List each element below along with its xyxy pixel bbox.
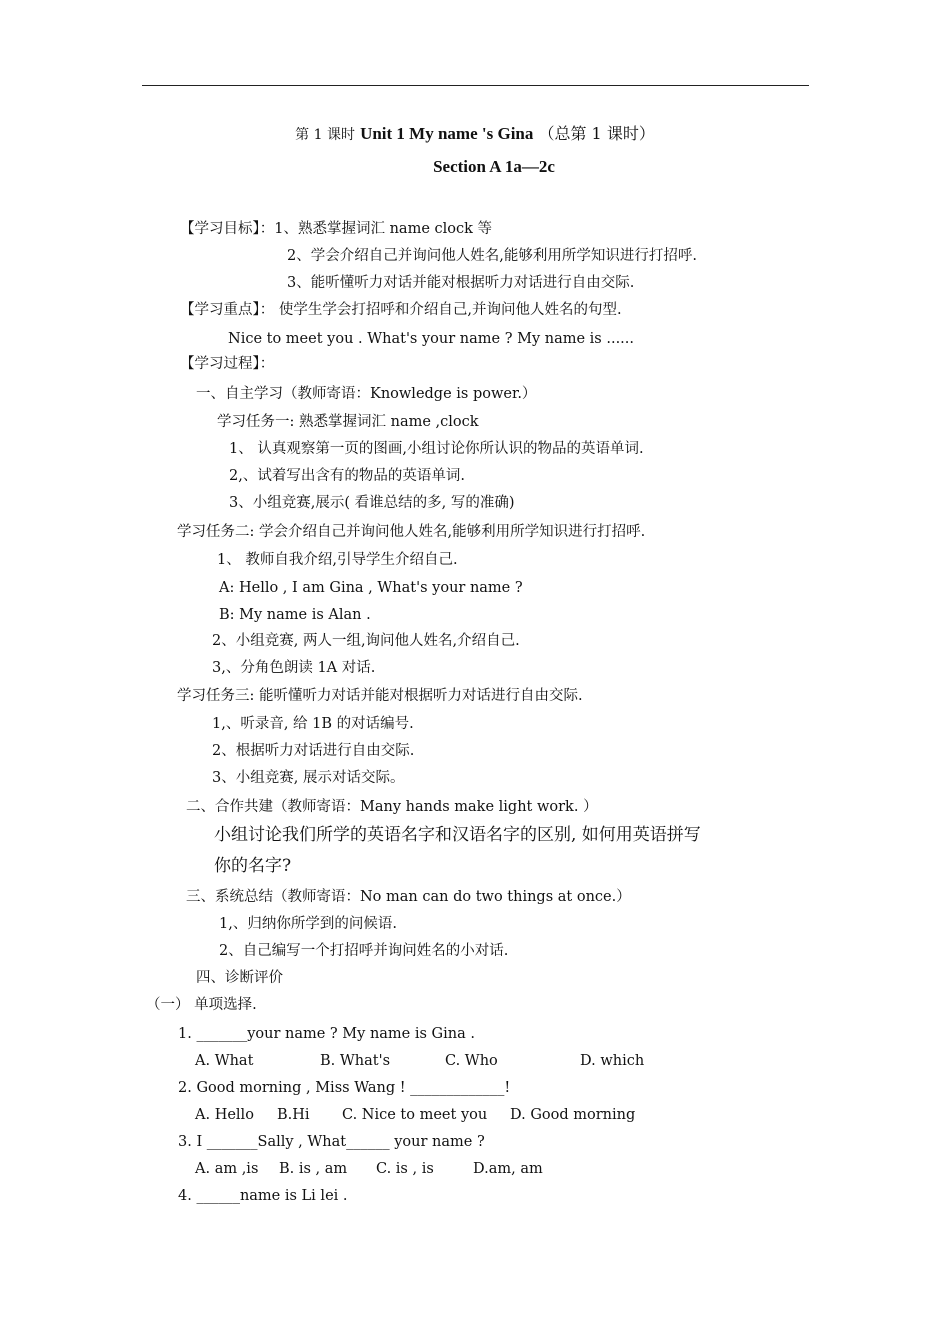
question-1-option-a: A. What	[195, 1053, 254, 1069]
part3-item-2: 2、自己编写一个打招呼并询问姓名的小对话.	[219, 943, 509, 959]
dialogue-b: B: My name is Alan .	[219, 607, 371, 623]
part2-text-2: 你的名字?	[214, 856, 292, 876]
question-1-option-b: B. What's	[320, 1053, 391, 1069]
part1-heading: 一、自主学习（教师寄语：Knowledge is power.）	[196, 386, 537, 402]
task2-item-2: 2、小组竞赛, 两人一组,询问他人姓名,介绍自己.	[212, 633, 520, 649]
task3-item-3: 3、小组竞赛, 展示对话交际。	[212, 770, 405, 786]
focus-sentences: Nice to meet you . What's your name ? My name is ......	[228, 331, 635, 347]
question-2-stem: 2. Good morning , Miss Wang ! _____________!	[178, 1080, 511, 1096]
unit-title: Unit 1 My name 's Gina	[360, 124, 534, 143]
task1-item-3: 3、小组竞赛,展示( 看谁总结的多, 写的准确)	[229, 495, 515, 511]
task1-heading: 学习任务一: 熟悉掌握词汇 name ,clock	[217, 414, 479, 430]
task3-item-2: 2、根据听力对话进行自由交际.	[212, 743, 415, 759]
section-title: Section A 1a—2c	[433, 157, 555, 176]
part2-heading: 二、合作共建（教师寄语：Many hands make light work. ）	[186, 799, 598, 815]
question-1-option-d: D. which	[580, 1053, 645, 1069]
question-2-option-d: D. Good morning	[510, 1107, 636, 1123]
focus-line: 【学习重点】： 使学生学会打招呼和介绍自己,并询问他人姓名的句型.	[180, 302, 622, 318]
lesson-suffix: （总第 1 课时）	[538, 124, 655, 143]
task3-heading: 学习任务三: 能听懂听力对话并能对根据听力对话进行自由交际.	[177, 688, 583, 704]
task2-heading: 学习任务二: 学会介绍自己并询问他人姓名,能够利用所学知识进行打招呼.	[177, 524, 646, 540]
objectives-line-2: 2、学会介绍自己并询问他人姓名,能够利用所学知识进行打招呼.	[287, 248, 697, 264]
header-rule	[142, 85, 809, 86]
question-2-option-c: C. Nice to meet you	[342, 1107, 488, 1123]
objectives-line-1: 【学习目标】：1、熟悉掌握词汇 name clock 等	[180, 221, 493, 237]
part4-subheading: （一） 单项选择.	[146, 997, 257, 1013]
dialogue-a: A: Hello , I am Gina , What's your name ?	[219, 580, 523, 596]
task2-item-3: 3,、分角色朗读 1A 对话.	[212, 660, 376, 676]
question-4-stem: 4. ______name is Li lei .	[178, 1188, 348, 1204]
objectives-line-3: 3、能听懂听力对话并能对根据听力对话进行自由交际.	[287, 275, 635, 291]
part4-heading: 四、诊断评价	[196, 970, 283, 986]
task3-item-1: 1,、听录音, 给 1B 的对话编号.	[212, 716, 414, 732]
task1-item-2: 2,、试着写出含有的物品的英语单词.	[229, 468, 465, 484]
part2-text-1: 小组讨论我们所学的英语名字和汉语名字的区别, 如何用英语拼写	[214, 825, 701, 845]
question-1-option-c: C. Who	[445, 1053, 498, 1069]
task2-item-1: 1、 教师自我介绍,引导学生介绍自己.	[217, 552, 458, 568]
page-title	[0, 122, 950, 147]
task1-item-1: 1、 认真观察第一页的图画,小组讨论你所认识的物品的英语单词.	[229, 441, 644, 457]
part3-heading: 三、系统总结（教师寄语：No man can do two things at once.）	[186, 889, 631, 905]
question-2-option-a: A. Hello	[195, 1107, 254, 1123]
question-1-stem: 1. _______your name ? My name is Gina .	[178, 1026, 475, 1042]
question-3-option-c: C. is , is	[376, 1161, 434, 1177]
question-3-option-a: A. am ,is	[195, 1161, 259, 1177]
question-3-option-b: B. is , am	[279, 1161, 348, 1177]
part3-item-1: 1,、归纳你所学到的问候语.	[219, 916, 397, 932]
lesson-prefix: 第 1 课时	[295, 127, 355, 143]
process-label: 【学习过程】：	[180, 356, 275, 372]
question-3-option-d: D.am, am	[473, 1161, 543, 1177]
question-2-option-b: B.Hi	[277, 1107, 310, 1123]
question-3-stem: 3. I _______Sally , What______ your name ?	[178, 1134, 485, 1150]
